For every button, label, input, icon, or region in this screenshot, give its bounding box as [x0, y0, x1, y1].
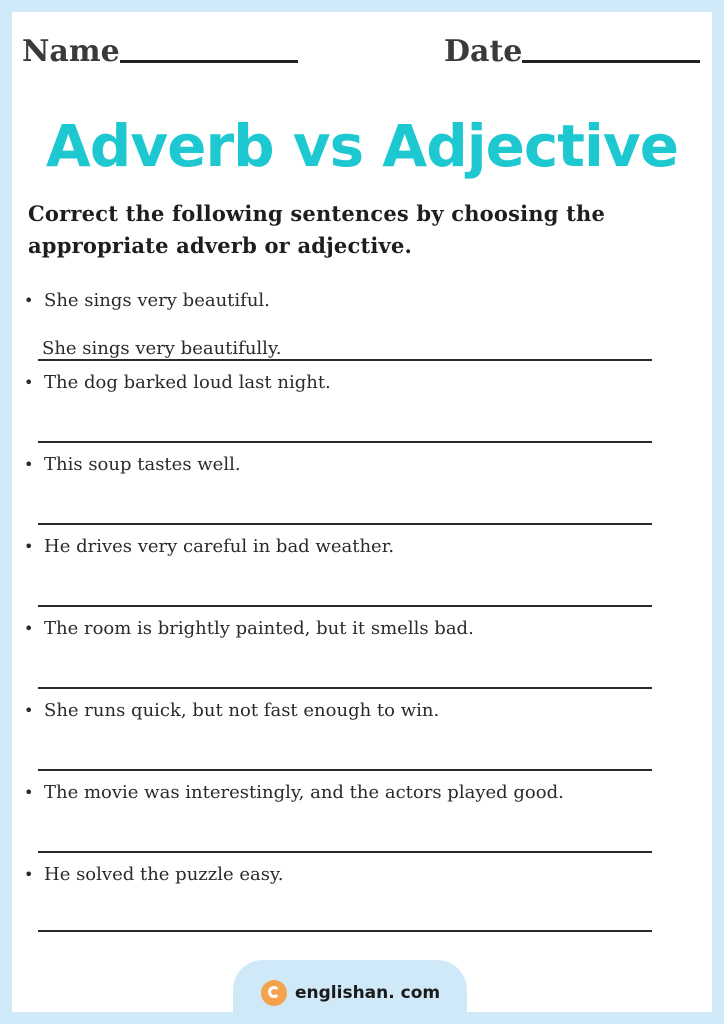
bullet-icon: •: [24, 865, 34, 884]
answer-5-line[interactable]: [38, 687, 652, 689]
bullet-icon: •: [24, 291, 34, 310]
question-text: She runs quick, but not fast enough to win.: [44, 700, 440, 721]
question-text: This soup tastes well.: [44, 454, 241, 475]
answer-7-line[interactable]: [38, 851, 652, 853]
question-text: She sings very beautiful.: [44, 290, 270, 311]
name-label: Name: [22, 34, 120, 69]
answer-1-text: She sings very beautifully.: [42, 338, 282, 359]
question-text: The movie was interestingly, and the actors played good.: [44, 782, 564, 803]
footer-badge: [233, 960, 467, 1020]
englishan-logo-icon: [261, 980, 287, 1006]
brand-name: englishan. com: [295, 983, 441, 1003]
worksheet-page: [12, 12, 712, 1012]
question-3: [24, 453, 241, 477]
question-text: The dog barked loud last night.: [44, 372, 331, 393]
question-5: [24, 617, 474, 641]
answer-3-line[interactable]: [38, 523, 652, 525]
answer-1-line[interactable]: [38, 359, 652, 361]
bullet-icon: •: [24, 373, 34, 392]
answer-4-line[interactable]: [38, 605, 652, 607]
bullet-icon: •: [24, 783, 34, 802]
question-6: [24, 699, 439, 723]
name-field-line[interactable]: [120, 60, 298, 63]
answer-2-line[interactable]: [38, 441, 652, 443]
date-label: Date: [444, 34, 523, 69]
bullet-icon: •: [24, 619, 34, 638]
answer-6-line[interactable]: [38, 769, 652, 771]
question-text: The room is brightly painted, but it smells bad.: [44, 618, 474, 639]
question-4: [24, 535, 394, 559]
bullet-icon: •: [24, 455, 34, 474]
answer-8-line[interactable]: [38, 930, 652, 932]
question-8: [24, 863, 284, 887]
question-2: [24, 371, 331, 395]
bullet-icon: •: [24, 537, 34, 556]
question-text: He drives very careful in bad weather.: [44, 536, 395, 557]
question-7: [24, 781, 564, 805]
instructions: Correct the following sentences by choosing the appropriate adverb or adjective.: [28, 201, 606, 258]
question-1: [24, 289, 270, 313]
question-text: He solved the puzzle easy.: [44, 864, 284, 885]
page-title: Adverb vs Adjective: [45, 112, 679, 180]
bullet-icon: •: [24, 701, 34, 720]
date-field-line[interactable]: [522, 60, 700, 63]
